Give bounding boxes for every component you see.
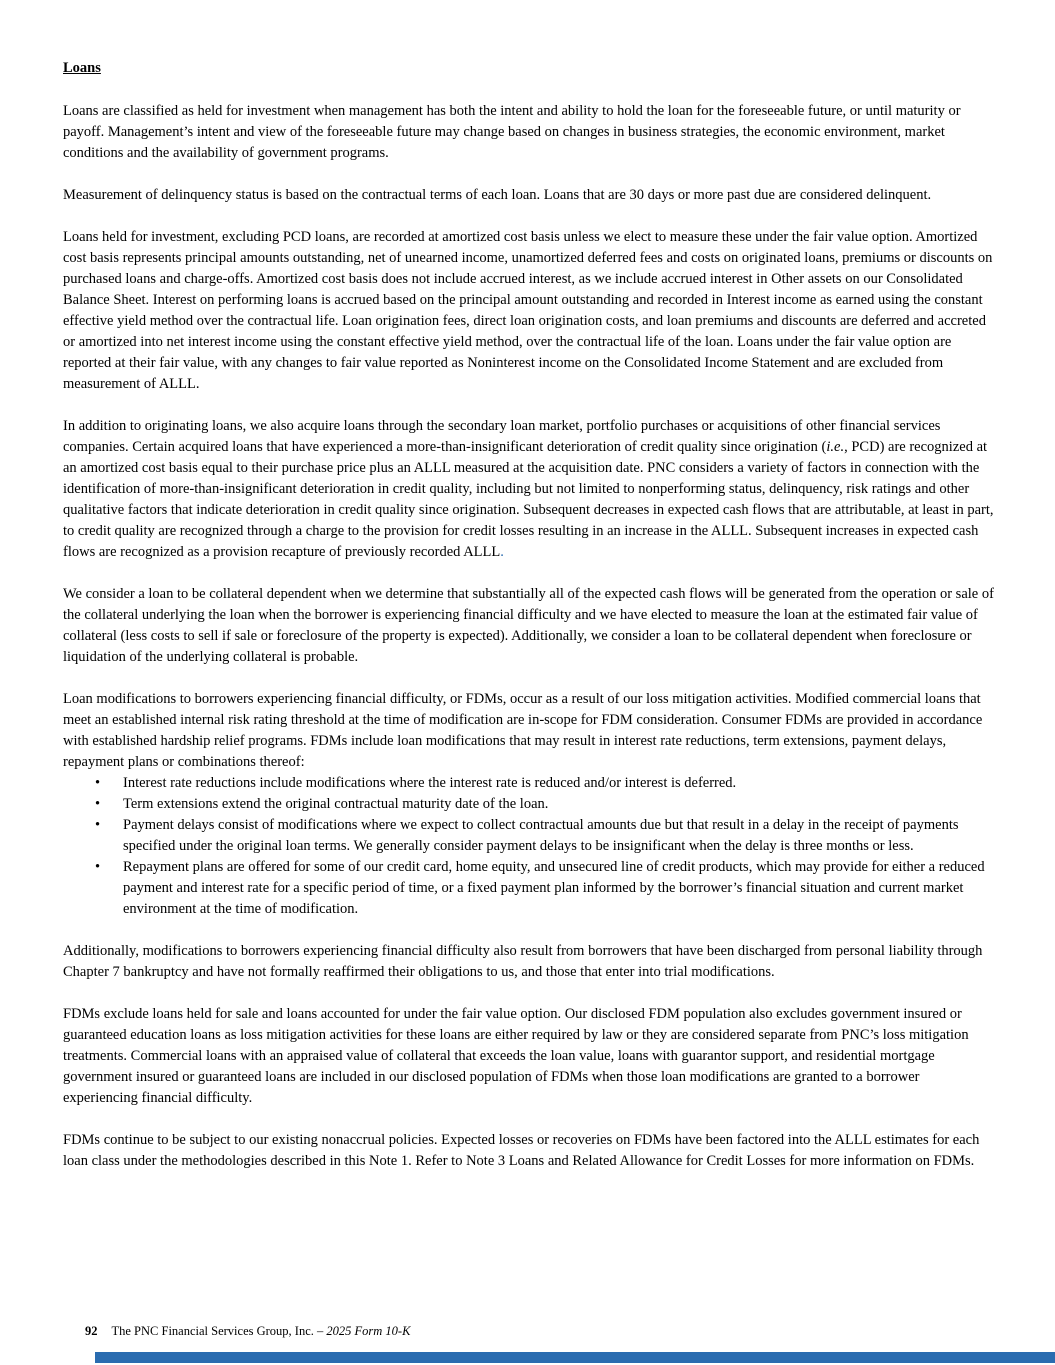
bullet-marker: • — [95, 796, 101, 812]
footer-page-number: 92 — [85, 1324, 98, 1338]
para-collateral-dependent: We consider a loan to be collateral dependent when we determine that substantially all of the expected cash flows will be generated from the operation or sale of the collateral underlying the loan when the borrower is experiencing financial difficulty and we have elected to measure the loan at the estimated fair value of collateral (less costs to sell if sale or foreclosure of the property is expected). Additionally, we consider a loan to be collateral dependent when foreclosure or liquidation of the underlying collateral is probable. — [63, 586, 994, 665]
footer-form-name: 2025 Form 10-K — [326, 1324, 411, 1338]
bullet-item-term-extensions — [63, 794, 994, 815]
section-heading-loans: Loans — [63, 60, 101, 76]
para-chapter7-bankruptcy: Additionally, modifications to borrowers experiencing financial difficulty also result from borrowers that have been discharged from personal liability through Chapter 7 bankruptcy and have not formally reaffirmed their obligations to us, and those that enter into trial modifications. — [63, 943, 983, 980]
page-body — [63, 58, 994, 1193]
page-footer — [85, 1324, 410, 1339]
para-delinquency-measurement: Measurement of delinquency status is based on the contractual terms of each loan. Loans that are 30 days or more past due are considered delinquent. — [63, 187, 932, 203]
para-fdm-intro: Loan modifications to borrowers experiencing financial difficulty, or FDMs, occur as a result of our loss mitigation activities. Modified commercial loans that meet an established internal risk rating threshold at the time of modification are in-scope for FDM consideration. Consumer FDMs are provided in accordance with established hardship relief programs. FDMs include loan modifications that may result in interest rate reductions, term extensions, payment delays, repayment plans or combinations thereof: — [63, 691, 983, 770]
bullet-text: Payment delays consist of modifications where we expect to collect contractual amounts due but that result in a delay in the receipt of payments specified under the original loan terms. We generally consider payment delays to be insignificant when the delay is three months or less. — [123, 817, 959, 854]
colored-period: . — [500, 544, 504, 560]
para-acquired-loans-pcd — [63, 416, 994, 563]
para-fdm-nonaccrual: FDMs continue to be subject to our existing nonaccrual policies. Expected losses or recoveries on FDMs have been factored into the ALLL estimates for each loan class under the methodologies described in this Note 1. Refer to Note 3 Loans and Related Allowance for Credit Losses for more information on FDMs. — [63, 1132, 980, 1169]
bullet-marker: • — [95, 775, 101, 791]
latin-abbreviation-ie: i.e. — [826, 439, 845, 455]
para-amortized-cost-basis: Loans held for investment, excluding PCD loans, are recorded at amortized cost basis unless we elect to measure these under the fair value option. Amortized cost basis represents principal amounts outstanding, net of unearned income, unamortized deferred fees and costs on originated loans, premiums or discounts on purchased loans and charge-offs. Amortized cost basis does not include accrued interest, as we include accrued interest in Other assets on our Consolidated Balance Sheet. Interest on performing loans is accrued based on the principal amount outstanding and recorded in Interest income as earned using the constant effective yield method over the contractual life. Loan origination fees, direct loan origination costs, and loan premiums and discounts are deferred and accreted or amortized into net interest income using the constant effective yield method, over the contractual life of the loan. Loans under the fair value option are reported at their fair value, with any changes to fair value reported as Noninterest income on the Consolidated Income Statement and are excluded from measurement of ALLL. — [63, 229, 993, 392]
bullet-text: Repayment plans are offered for some of our credit card, home equity, and unsecured line of credit products, which may provide for either a reduced payment and interest rate for a specific period of time, or a fixed payment plan informed by the borrower’s financial situation and current market environment at the time of modification. — [123, 859, 985, 917]
para-loans-classification: Loans are classified as held for investment when management has both the intent and ability to hold the loan for the foreseeable future, or until maturity or payoff. Management’s intent and view of the foreseeable future may change based on changes in business strategies, the economic environment, market conditions and the availability of government programs. — [63, 103, 961, 161]
para-fdm-exclusions: FDMs exclude loans held for sale and loans accounted for under the fair value option. Our disclosed FDM population also excludes government insured or guaranteed education loans as loss mitigation activities for these loans are either required by law or they are considered separate from PNC’s loss mitigation treatments. Commercial loans with an appraised value of collateral that exceeds the loan value, loans with guarantor support, and residential mortgage government insured or guaranteed loans are included in our disclosed population of FDMs when those loan modifications are granted to a borrower experiencing financial difficulty. — [63, 1006, 969, 1106]
bottom-brand-bar — [95, 1352, 1055, 1363]
fdm-modification-list — [63, 773, 994, 920]
bullet-text: Term extensions extend the original contractual maturity date of the loan. — [123, 796, 549, 812]
bullet-text: Interest rate reductions include modifications where the interest rate is reduced and/or interest is deferred. — [123, 775, 737, 791]
bullet-marker: • — [95, 859, 101, 875]
para-pcd-segment-after: , PCD) are recognized at an amortized cost basis equal to their purchase price plus an ALLL measured at the acquisition date. PNC considers a variety of factors in connection with the identification of more-than-insignificant deterioration in credit quality, including but not limited to nonperforming status, delinquency, risk ratings and other qualitative factors that indicate deterioration in credit quality since origination. Subsequent decreases in expected cash flows that are attributable, at least in part, to credit quality are recognized through a charge to the provision for credit losses resulting in an increase in the ALLL. Subsequent increases in expected cash flows are recognized as a provision recapture of previously recorded ALLL — [63, 439, 994, 560]
footer-company-name: The PNC Financial Services Group, Inc. – — [111, 1324, 327, 1338]
bullet-item-interest-rate-reductions — [63, 773, 994, 794]
bullet-marker: • — [95, 817, 101, 833]
para-pcd-segment-before: In addition to originating loans, we also acquire loans through the secondary loan market, portfolio purchases or acquisitions of other financial services companies. Certain acquired loans that have experienced a more-than-insignificant deterioration of credit quality since origination ( — [63, 418, 941, 455]
bullet-item-payment-delays — [63, 815, 994, 857]
bullet-item-repayment-plans — [63, 857, 994, 920]
